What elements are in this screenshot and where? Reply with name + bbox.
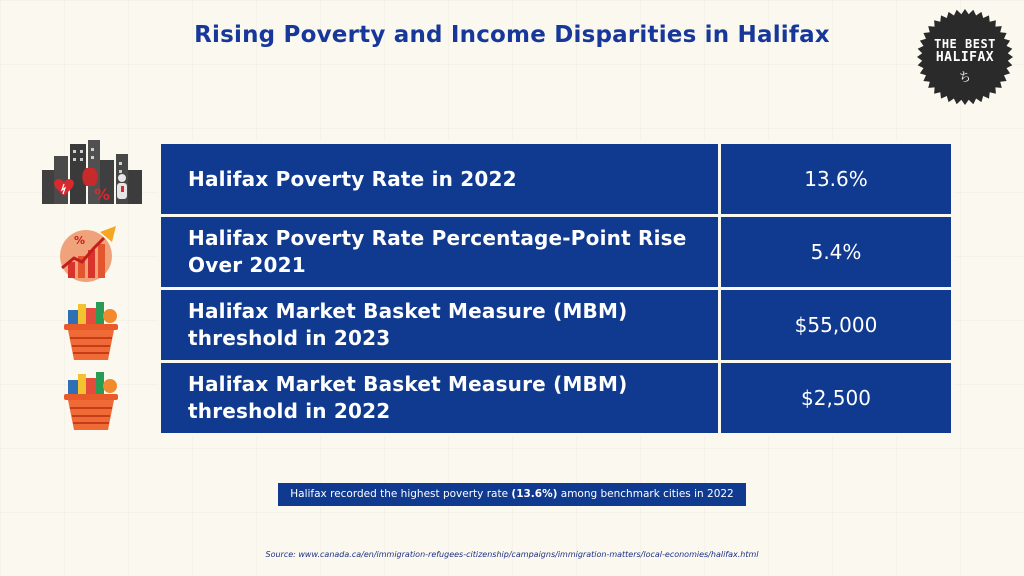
row-value: 5.4% (720, 216, 953, 289)
highlight-note (278, 483, 746, 506)
table-row (160, 216, 953, 289)
row-label: Halifax Market Basket Measure (MBM) threshold in 2022 (160, 362, 720, 435)
svg-text:%: % (74, 234, 86, 247)
row-label: Halifax Poverty Rate in 2022 (160, 143, 720, 216)
note-suffix: among benchmark cities in 2022 (557, 488, 734, 500)
row-value: $55,000 (720, 289, 953, 362)
table-row (160, 362, 953, 435)
table-row (160, 289, 953, 362)
grocery-basket-icon (60, 300, 122, 362)
rising-chart-icon (56, 222, 122, 284)
row-label: Halifax Market Basket Measure (MBM) threshold in 2023 (160, 289, 720, 362)
row-value: $2,500 (720, 362, 953, 435)
city-poverty-icon (42, 140, 142, 204)
grocery-basket-icon (60, 370, 122, 432)
note-prefix: Halifax recorded the highest poverty rate (290, 488, 512, 500)
svg-text:%: % (94, 185, 111, 204)
note-highlight: (13.6%) (511, 488, 558, 500)
row-value: 13.6% (720, 143, 953, 216)
logo-line-2: HALIFAX (935, 50, 995, 65)
logo-signature: ち (958, 70, 971, 84)
logo-line-1: THE BEST (934, 37, 996, 51)
source-citation: Source: www.canada.ca/en/immigration-refugees-citizenship/campaigns/immigration-matters/local-economies/halifax.html (265, 550, 759, 559)
the-best-halifax-logo (916, 8, 1014, 106)
table-row (160, 143, 953, 216)
poverty-stats-table (158, 141, 954, 436)
page-title: Rising Poverty and Income Disparities in Halifax (194, 22, 830, 48)
row-label: Halifax Poverty Rate Percentage-Point Rise Over 2021 (160, 216, 720, 289)
